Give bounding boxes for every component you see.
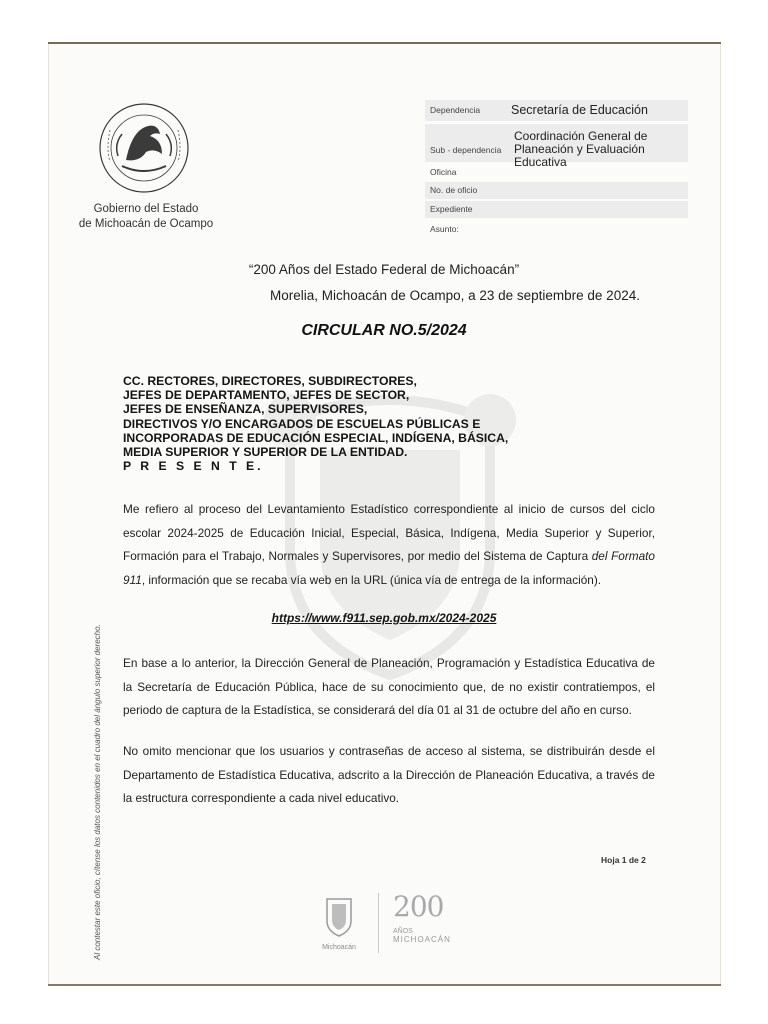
info-label: Expediente (430, 204, 473, 214)
paragraph-3: No omito mencionar que los usuarios y contraseñas de acceso al sistema, se distribuirán desde el Departamento de Estadística Educativa, adscrito a la Dirección de Planeación Educativa, a través de la estructura correspondiente a cada nivel educativo. (123, 744, 655, 805)
michoacan-logo (313, 895, 365, 957)
anniversary-place: MICHOACÁN (393, 935, 451, 944)
footer-divider (378, 893, 379, 953)
michoacan-shield-icon (313, 895, 365, 939)
info-value: Coordinación General de Planeación y Evaluación Educativa (514, 129, 648, 169)
addressee-line: JEFES DE DEPARTAMENTO, JEFES DE SECTOR, (123, 388, 410, 403)
anniversary-number: 200 (393, 890, 444, 923)
200-anos-logo (393, 892, 463, 962)
paragraph-1 (123, 498, 655, 592)
circular-title: CIRCULAR NO.5/2024 (301, 322, 467, 339)
info-row-dependencia (425, 100, 688, 121)
info-label: Dependencia (430, 105, 481, 115)
addressee-line: DIRECTIVOS Y/O ENCARGADOS DE ESCUELAS PÚBLICAS E (123, 416, 481, 431)
paragraph-1-italic: del Formato 911 (123, 549, 655, 587)
addressee-line: CC. RECTORES, DIRECTORES, SUBDIRECTORES, (123, 374, 417, 388)
info-label: No. de oficio (430, 185, 478, 195)
f911-url-link[interactable]: https://www.f911.sep.gob.mx/2024-2025 (271, 611, 497, 625)
info-row-no-oficio (425, 182, 688, 199)
info-label: Asunto: (430, 224, 459, 234)
side-note: Al contestar este oficio, cítense los datos contenidos en el cuadro del ángulo superior derecho. (93, 624, 102, 960)
paragraph-1-tail: , información que se recaba vía web en la URL (única vía de entrega de la información). (141, 572, 602, 587)
anniversary-word: AÑOS (393, 928, 413, 935)
addressee-line: INCORPORADAS DE EDUCACIÓN ESPECIAL, INDÍGENA, BÁSICA, (123, 430, 509, 445)
info-label: Oficina (430, 167, 457, 177)
presente-line: P R E S E N T E. (123, 459, 264, 474)
paragraph-1-text: Me refiero al proceso del Levantamiento Estadístico correspondiente al inicio de cursos del ciclo escolar 2024-2025 de Educación Inicial, Especial, Básica, Indígena, Media Superior y Superior, Formación para el Trabajo, Normales y Supervisores, por medio del Sistema de Captura (123, 502, 655, 563)
addressee-block (123, 374, 508, 473)
info-row-oficina (425, 165, 688, 180)
paragraph-2: En base a lo anterior, la Dirección General de Planeación, Programación y Estadística Educativa de la Secretaría de Educación Pública, hace de su conocimiento que, de no existir contratiempos, el periodo de captura de la Estadística, se considerará del día 01 al 31 de octubre del año en curso. (123, 656, 655, 717)
info-label: Sub - dependencia (430, 145, 502, 155)
info-row-expediente (425, 201, 688, 218)
info-row-sub-dependencia (425, 124, 688, 169)
government-name (66, 202, 226, 232)
addressee-line: MEDIA SUPERIOR Y SUPERIOR DE LA ENTIDAD. (123, 445, 408, 460)
date-line: Morelia, Michoacán de Ocampo, a 23 de septiembre de 2024. (270, 288, 640, 303)
government-line-1: Gobierno del Estado (93, 203, 199, 215)
mexican-eagle-seal-icon (96, 100, 192, 196)
motto: “200 Años del Estado Federal de Michoacán” (248, 262, 520, 277)
michoacan-label: Michoacán (322, 944, 356, 951)
addressee-line: JEFES DE ENSEÑANZA, SUPERVISORES, (123, 402, 368, 417)
info-row-asunto (425, 221, 688, 237)
info-value: Secretaría de Educación (511, 103, 648, 117)
government-line-2: de Michoacán de Ocampo (78, 218, 214, 230)
page-number: Hoja 1 de 2 (601, 855, 646, 865)
